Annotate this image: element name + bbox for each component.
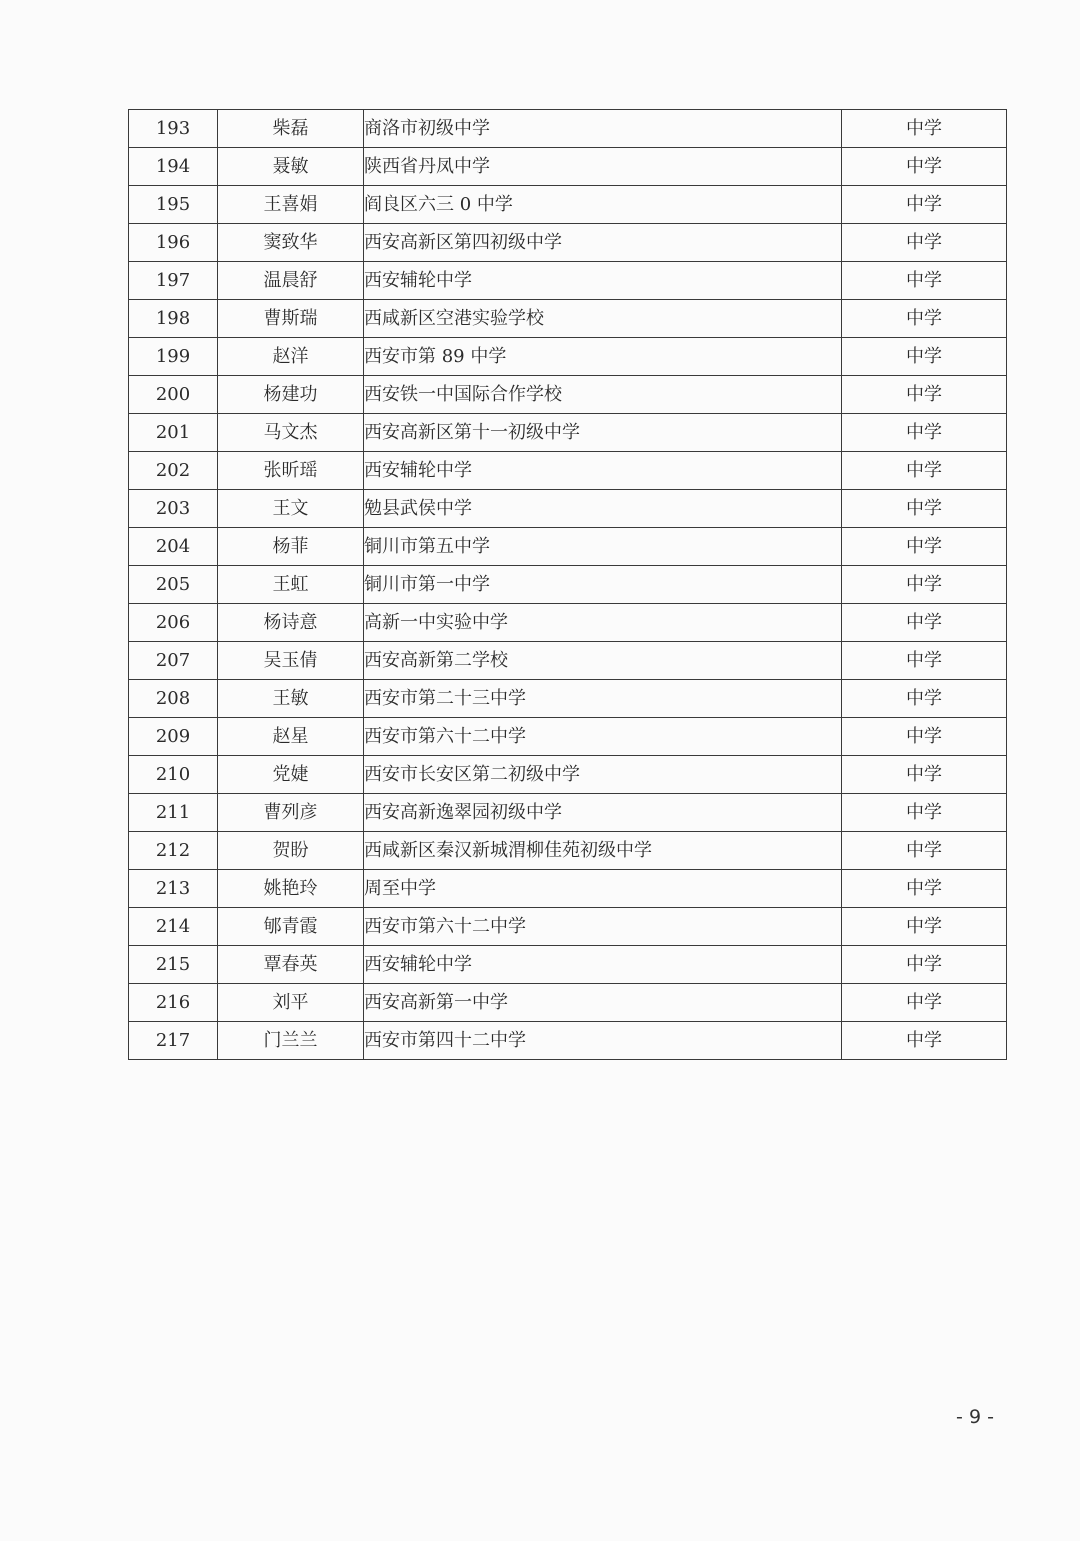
- school-level-cell: 中学: [842, 338, 1007, 376]
- table-row: [129, 338, 1007, 376]
- school-level-cell: 中学: [842, 946, 1007, 984]
- teacher-name-cell: 姚艳玲: [218, 870, 364, 908]
- row-number-cell: 207: [129, 642, 218, 680]
- teacher-name-cell: 吴玉倩: [218, 642, 364, 680]
- school-name-cell: 周至中学: [364, 870, 842, 908]
- teacher-name-cell: 柴磊: [218, 110, 364, 148]
- school-name-cell: 西安辅轮中学: [364, 946, 842, 984]
- row-number-cell: 196: [129, 224, 218, 262]
- school-level-cell: 中学: [842, 718, 1007, 756]
- table-row: [129, 452, 1007, 490]
- teacher-name-cell: 郇青霞: [218, 908, 364, 946]
- school-name-cell: 西安市第四十二中学: [364, 1022, 842, 1060]
- teacher-name-cell: 窦致华: [218, 224, 364, 262]
- school-level-cell: 中学: [842, 262, 1007, 300]
- school-level-cell: 中学: [842, 148, 1007, 186]
- school-name-cell: 西安高新逸翠园初级中学: [364, 794, 842, 832]
- table-row: [129, 110, 1007, 148]
- row-number-cell: 198: [129, 300, 218, 338]
- school-name-cell: 西安市第 89 中学: [364, 338, 842, 376]
- school-level-cell: 中学: [842, 756, 1007, 794]
- teacher-name-cell: 赵洋: [218, 338, 364, 376]
- teacher-name-cell: 刘平: [218, 984, 364, 1022]
- table-row: [129, 376, 1007, 414]
- teacher-name-cell: 杨诗意: [218, 604, 364, 642]
- row-number-cell: 205: [129, 566, 218, 604]
- table-row: [129, 528, 1007, 566]
- school-name-cell: 西安高新第二学校: [364, 642, 842, 680]
- page-number: - 9 -: [956, 1406, 994, 1428]
- school-level-cell: 中学: [842, 490, 1007, 528]
- table-row: [129, 756, 1007, 794]
- table-row: [129, 832, 1007, 870]
- school-level-cell: 中学: [842, 376, 1007, 414]
- row-number-cell: 204: [129, 528, 218, 566]
- table-row: [129, 604, 1007, 642]
- teacher-name-cell: 王文: [218, 490, 364, 528]
- teacher-name-cell: 杨建功: [218, 376, 364, 414]
- table-row: [129, 984, 1007, 1022]
- teacher-name-cell: 党婕: [218, 756, 364, 794]
- school-level-cell: 中学: [842, 110, 1007, 148]
- row-number-cell: 194: [129, 148, 218, 186]
- table-row: [129, 794, 1007, 832]
- row-number-cell: 193: [129, 110, 218, 148]
- row-number-cell: 206: [129, 604, 218, 642]
- school-name-cell: 阎良区六三 0 中学: [364, 186, 842, 224]
- school-level-cell: 中学: [842, 794, 1007, 832]
- row-number-cell: 214: [129, 908, 218, 946]
- roster-table-body: [129, 110, 1007, 1060]
- school-name-cell: 高新一中实验中学: [364, 604, 842, 642]
- school-name-cell: 西安市第二十三中学: [364, 680, 842, 718]
- row-number-cell: 212: [129, 832, 218, 870]
- teacher-name-cell: 聂敏: [218, 148, 364, 186]
- teacher-name-cell: 张昕瑶: [218, 452, 364, 490]
- school-level-cell: 中学: [842, 1022, 1007, 1060]
- teacher-name-cell: 马文杰: [218, 414, 364, 452]
- teacher-name-cell: 王虹: [218, 566, 364, 604]
- teacher-name-cell: 温晨舒: [218, 262, 364, 300]
- school-name-cell: 铜川市第五中学: [364, 528, 842, 566]
- row-number-cell: 210: [129, 756, 218, 794]
- teacher-name-cell: 王喜娟: [218, 186, 364, 224]
- school-level-cell: 中学: [842, 186, 1007, 224]
- school-level-cell: 中学: [842, 528, 1007, 566]
- table-row: [129, 300, 1007, 338]
- school-level-cell: 中学: [842, 300, 1007, 338]
- table-row: [129, 870, 1007, 908]
- table-row: [129, 642, 1007, 680]
- table-row: [129, 1022, 1007, 1060]
- row-number-cell: 208: [129, 680, 218, 718]
- school-level-cell: 中学: [842, 566, 1007, 604]
- teacher-name-cell: 王敏: [218, 680, 364, 718]
- table-row: [129, 224, 1007, 262]
- table-row: [129, 680, 1007, 718]
- school-name-cell: 西安辅轮中学: [364, 262, 842, 300]
- school-level-cell: 中学: [842, 680, 1007, 718]
- school-level-cell: 中学: [842, 908, 1007, 946]
- table-row: [129, 148, 1007, 186]
- table-row: [129, 718, 1007, 756]
- school-name-cell: 西安高新区第四初级中学: [364, 224, 842, 262]
- row-number-cell: 195: [129, 186, 218, 224]
- table-row: [129, 908, 1007, 946]
- school-level-cell: 中学: [842, 870, 1007, 908]
- row-number-cell: 213: [129, 870, 218, 908]
- row-number-cell: 216: [129, 984, 218, 1022]
- school-name-cell: 西安高新第一中学: [364, 984, 842, 1022]
- teacher-name-cell: 覃春英: [218, 946, 364, 984]
- school-name-cell: 西安市第六十二中学: [364, 718, 842, 756]
- school-level-cell: 中学: [842, 414, 1007, 452]
- row-number-cell: 199: [129, 338, 218, 376]
- roster-table: [128, 109, 1007, 1060]
- row-number-cell: 200: [129, 376, 218, 414]
- school-name-cell: 陕西省丹凤中学: [364, 148, 842, 186]
- row-number-cell: 211: [129, 794, 218, 832]
- school-level-cell: 中学: [842, 984, 1007, 1022]
- school-level-cell: 中学: [842, 452, 1007, 490]
- teacher-name-cell: 赵星: [218, 718, 364, 756]
- teacher-name-cell: 杨菲: [218, 528, 364, 566]
- school-level-cell: 中学: [842, 224, 1007, 262]
- school-name-cell: 西安市第六十二中学: [364, 908, 842, 946]
- school-name-cell: 西咸新区空港实验学校: [364, 300, 842, 338]
- school-level-cell: 中学: [842, 832, 1007, 870]
- school-name-cell: 西安高新区第十一初级中学: [364, 414, 842, 452]
- school-name-cell: 西咸新区秦汉新城渭柳佳苑初级中学: [364, 832, 842, 870]
- row-number-cell: 202: [129, 452, 218, 490]
- school-name-cell: 商洛市初级中学: [364, 110, 842, 148]
- table-row: [129, 262, 1007, 300]
- row-number-cell: 209: [129, 718, 218, 756]
- table-row: [129, 490, 1007, 528]
- school-level-cell: 中学: [842, 604, 1007, 642]
- school-name-cell: 铜川市第一中学: [364, 566, 842, 604]
- school-level-cell: 中学: [842, 642, 1007, 680]
- table-row: [129, 186, 1007, 224]
- row-number-cell: 215: [129, 946, 218, 984]
- row-number-cell: 217: [129, 1022, 218, 1060]
- table-row: [129, 946, 1007, 984]
- table-row: [129, 566, 1007, 604]
- school-name-cell: 西安市长安区第二初级中学: [364, 756, 842, 794]
- row-number-cell: 201: [129, 414, 218, 452]
- row-number-cell: 203: [129, 490, 218, 528]
- school-name-cell: 勉县武侯中学: [364, 490, 842, 528]
- teacher-name-cell: 贺盼: [218, 832, 364, 870]
- table-row: [129, 414, 1007, 452]
- row-number-cell: 197: [129, 262, 218, 300]
- school-name-cell: 西安铁一中国际合作学校: [364, 376, 842, 414]
- teacher-name-cell: 门兰兰: [218, 1022, 364, 1060]
- teacher-name-cell: 曹列彦: [218, 794, 364, 832]
- school-name-cell: 西安辅轮中学: [364, 452, 842, 490]
- teacher-name-cell: 曹斯瑞: [218, 300, 364, 338]
